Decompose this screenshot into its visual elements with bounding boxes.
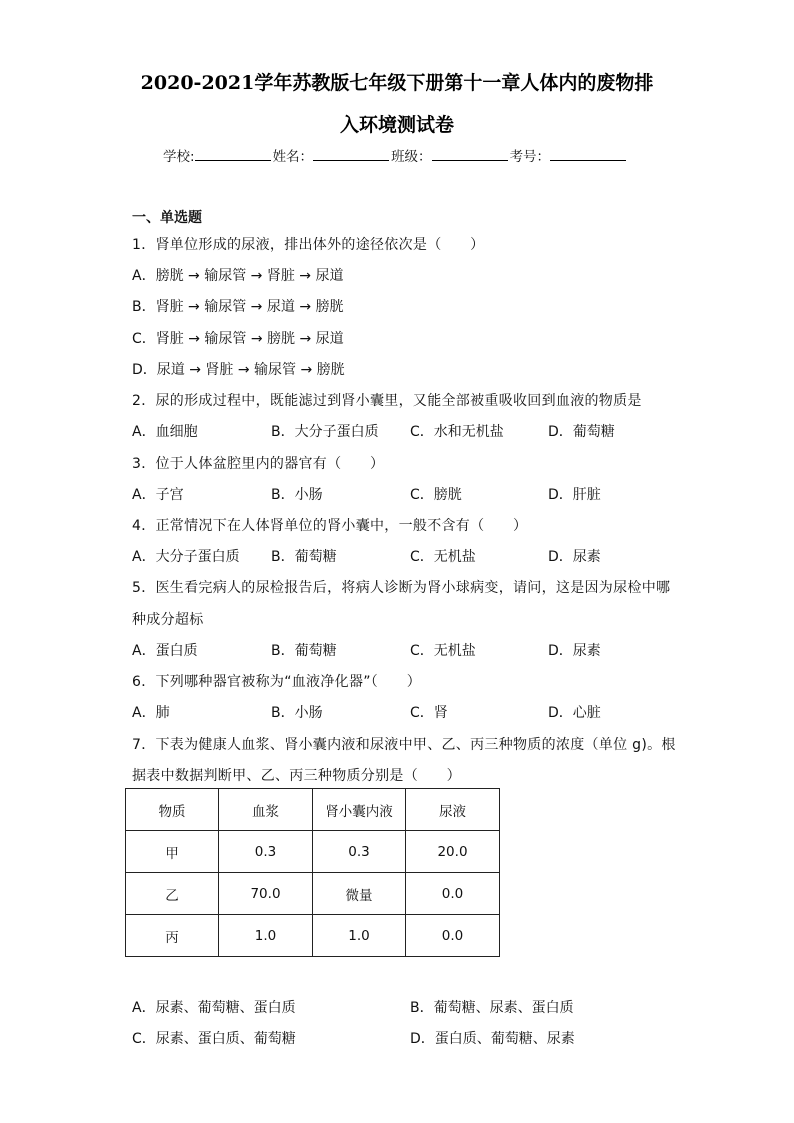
question-6-option-a[interactable]: A．肺	[132, 705, 170, 721]
question-2-option-b[interactable]: B．大分子蛋白质	[271, 424, 379, 440]
question-4-option-b[interactable]: B．葡萄糖	[271, 549, 337, 565]
table-cell: 微量	[313, 873, 406, 915]
question-5-stem-line2: 种成分超标	[132, 612, 204, 628]
question-6-stem: 6．下列哪种器官被称为“血液净化器”（ ）	[132, 674, 422, 690]
question-6-option-b[interactable]: B．小肠	[271, 705, 323, 721]
question-1-option-d[interactable]: D．尿道 → 肾脏 → 输尿管 → 膀胱	[132, 362, 345, 378]
question-1-option-c[interactable]: C．肾脏 → 输尿管 → 膀胱 → 尿道	[132, 331, 344, 347]
question-3-stem: 3．位于人体盆腔里内的器官有（ ）	[132, 456, 385, 472]
concentration-table	[125, 788, 500, 957]
question-2-option-c[interactable]: C．水和无机盐	[410, 424, 504, 440]
table-header-cell: 尿液	[406, 789, 500, 831]
number-blank[interactable]	[550, 146, 626, 161]
question-3-option-a[interactable]: A．子宫	[132, 487, 184, 503]
question-2-option-d[interactable]: D．葡萄糖	[548, 424, 615, 440]
question-4-option-c[interactable]: C．无机盐	[410, 549, 476, 565]
table-header-cell: 物质	[126, 789, 219, 831]
question-5-option-d[interactable]: D．尿素	[548, 643, 601, 659]
table-cell: 0.3	[219, 831, 313, 873]
question-7-option-d[interactable]: D．蛋白质、葡萄糖、尿素	[410, 1031, 575, 1047]
table-header-cell: 肾小囊内液	[313, 789, 406, 831]
table-cell: 丙	[126, 915, 219, 957]
question-3-option-d[interactable]: D．肝脏	[548, 487, 601, 503]
table-cell: 0.0	[406, 873, 500, 915]
question-6-option-d[interactable]: D．心脏	[548, 705, 601, 721]
question-5-option-a[interactable]: A．蛋白质	[132, 643, 198, 659]
question-7-option-b[interactable]: B．葡萄糖、尿素、蛋白质	[410, 1000, 574, 1016]
question-3-option-c[interactable]: C．膀胱	[410, 487, 462, 503]
table-cell: 1.0	[313, 915, 406, 957]
section-title: 一、单选题	[132, 210, 202, 226]
table-cell: 乙	[126, 873, 219, 915]
class-label: 班级：	[391, 149, 432, 165]
question-4-option-a[interactable]: A．大分子蛋白质	[132, 549, 240, 565]
table-cell: 70.0	[219, 873, 313, 915]
table-header-row	[126, 789, 500, 831]
question-5-option-b[interactable]: B．葡萄糖	[271, 643, 337, 659]
school-label: 学校:	[163, 149, 195, 165]
question-1-option-b[interactable]: B．肾脏 → 输尿管 → 尿道 → 膀胱	[132, 299, 344, 315]
question-7-stem-line1: 7．下表为健康人血浆、肾小囊内液和尿液中甲、乙、丙三种物质的浓度（单位 g)。根	[132, 737, 676, 753]
class-blank[interactable]	[432, 146, 508, 161]
table-cell: 0.3	[313, 831, 406, 873]
question-4-stem: 4．正常情况下在人体肾单位的肾小囊中，一般不含有（ ）	[132, 518, 528, 534]
name-label: 姓名：	[272, 149, 314, 165]
question-1-option-a[interactable]: A．膀胱 → 输尿管 → 肾脏 → 尿道	[132, 268, 344, 284]
table-cell: 20.0	[406, 831, 500, 873]
table-cell: 1.0	[219, 915, 313, 957]
question-2-option-a[interactable]: A．血细胞	[132, 424, 198, 440]
table-row	[126, 915, 500, 957]
question-7-option-a[interactable]: A．尿素、葡萄糖、蛋白质	[132, 1000, 296, 1016]
question-5-option-c[interactable]: C．无机盐	[410, 643, 476, 659]
student-info-line	[163, 145, 628, 165]
exam-title-line2: 入环境测试卷	[339, 114, 454, 136]
number-label: 考号：	[509, 149, 551, 165]
school-blank[interactable]	[195, 146, 271, 161]
name-blank[interactable]	[313, 146, 389, 161]
exam-title-line1: 2020-2021学年苏教版七年级下册第十一章人体内的废物排	[140, 72, 654, 94]
question-2-stem: 2．尿的形成过程中，既能滤过到肾小囊里，又能全部被重吸收回到血液的物质是	[132, 393, 642, 409]
table-header-cell: 血浆	[219, 789, 313, 831]
question-7-stem-line2: 据表中数据判断甲、乙、丙三种物质分别是（ ）	[132, 768, 461, 784]
question-4-option-d[interactable]: D．尿素	[548, 549, 601, 565]
question-6-option-c[interactable]: C．肾	[410, 705, 448, 721]
question-7-option-c[interactable]: C．尿素、蛋白质、葡萄糖	[132, 1031, 296, 1047]
table-cell: 甲	[126, 831, 219, 873]
table-row	[126, 873, 500, 915]
question-5-stem-line1: 5．医生看完病人的尿检报告后，将病人诊断为肾小球病变，请问，这是因为尿检中哪	[132, 580, 671, 596]
table-row	[126, 831, 500, 873]
question-3-option-b[interactable]: B．小肠	[271, 487, 323, 503]
table-cell: 0.0	[406, 915, 500, 957]
question-1-stem: 1．肾单位形成的尿液，排出体外的途径依次是（ ）	[132, 237, 485, 253]
